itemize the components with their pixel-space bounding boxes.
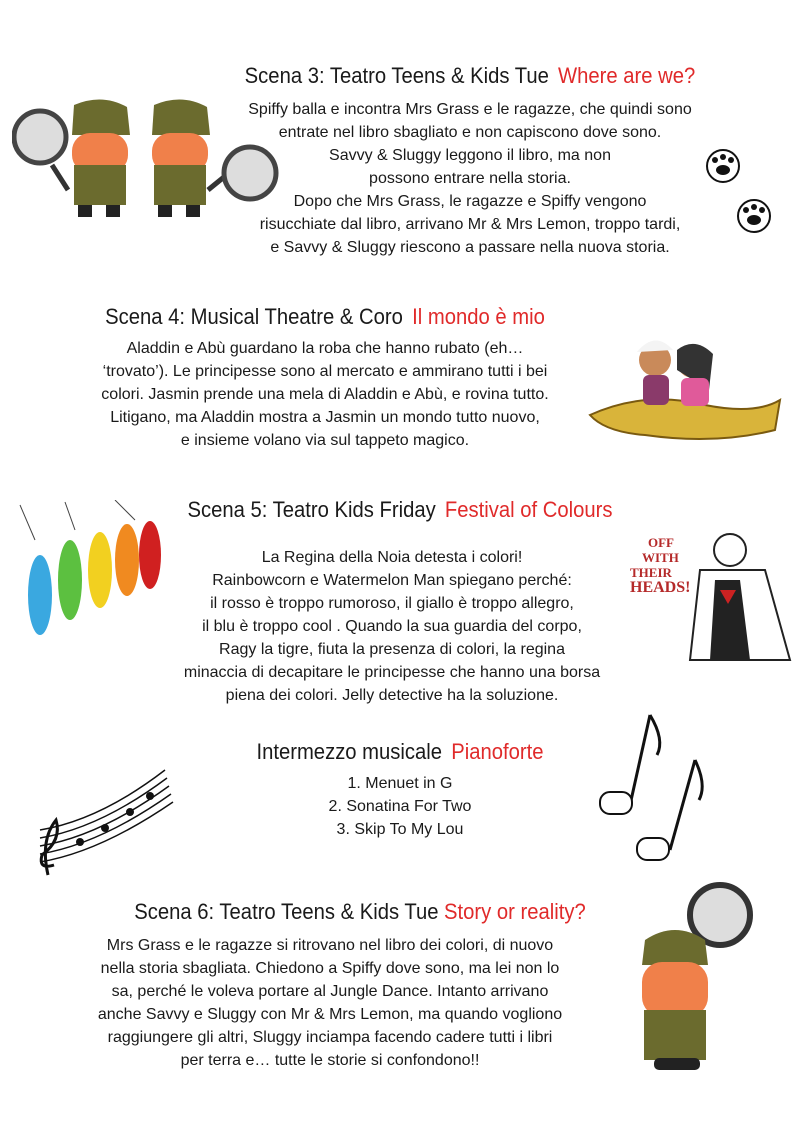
scene-title: Scena 5: Teatro Kids Friday — [187, 497, 436, 522]
intermezzo — [200, 738, 600, 841]
text-line: Ragy la tigre, fiuta la presenza di colori, la regina — [219, 641, 565, 658]
scene-5-description — [140, 546, 644, 707]
lettering-line: HEADS! — [630, 579, 691, 596]
text-line: Dopo che Mrs Grass, le ragazze e Spiffy vengono — [293, 193, 647, 210]
lettering-line: OFF — [648, 535, 674, 550]
detective-magnifier-illustration — [620, 880, 770, 1080]
scene-subtitle: Where are we? — [558, 63, 696, 88]
intermezzo-title — [216, 738, 584, 766]
text-line: ‘trovato’). Le principesse sono al mercato e ammirano tutti i bei — [102, 363, 548, 380]
scene-4-description — [55, 337, 595, 452]
aladdin-carpet-illustration — [585, 320, 785, 450]
lettering-line: THEIR — [630, 565, 672, 580]
text-line: il blu è troppo cool . Quando la sua guardia del corpo, — [202, 618, 582, 635]
scene-4 — [55, 303, 595, 452]
text-line: entrate nel libro sbagliato e non capiscono dove sono. — [278, 124, 662, 141]
text-line: colori. Jasmin prende una mela di Aladdin e Abù, e rovina tutto. — [101, 386, 549, 403]
scene-subtitle: Il mondo è mio — [412, 304, 545, 329]
scene-title: Scena 6: Teatro Teens & Kids Tue — [134, 899, 439, 924]
scene-4-title — [77, 303, 574, 331]
text-line: La Regina della Noia detesta i colori! — [261, 549, 523, 566]
text-line: Mrs Grass e le ragazze si ritrovano nel libro dei colori, di nuovo — [106, 937, 554, 954]
piano-music-notes-icon — [595, 710, 705, 865]
text-line: anche Savvy e Sluggy con Mr & Mrs Lemon, ma quando vogliono — [97, 1006, 563, 1023]
lettering-line: WITH — [642, 550, 679, 565]
list-item: 2. Sonatina For Two — [328, 798, 472, 815]
scene-5-title — [161, 496, 639, 524]
text-line: nella storia sbagliata. Chiedono a Spiffy dove sono, ma lei non lo — [100, 960, 560, 977]
list-item: 3. Skip To My Lou — [336, 821, 464, 838]
scene-title: Scena 3: Teatro Teens & Kids Tue — [244, 63, 549, 88]
scene-title: Scena 4: Musical Theatre & Coro — [105, 304, 403, 329]
text-line: piena dei colori. Jelly detective ha la soluzione. — [225, 687, 559, 704]
text-line: Rainbowcorn e Watermelon Man spiegano perché: — [212, 572, 572, 589]
text-line: e insieme volano via sul tappeto magico. — [180, 432, 470, 449]
scene-subtitle: Story or reality? — [443, 899, 586, 924]
text-line: il rosso è troppo rumoroso, il giallo è troppo allegro, — [210, 595, 574, 612]
scene-3-title — [222, 62, 719, 90]
text-line: e Savvy & Sluggy riescono a passare nella nuova storia. — [270, 239, 670, 256]
program-list — [200, 772, 600, 841]
scene-subtitle: Pianoforte — [451, 739, 544, 764]
text-line: Spiffy balla e incontra Mrs Grass e le ragazze, che quindi sono — [248, 101, 692, 118]
colorful-violins-illustration — [15, 500, 175, 660]
music-staff-treble-clef-icon — [30, 760, 175, 885]
text-line: Aladdin e Abù guardano la roba che hanno rubato (eh… — [126, 340, 524, 357]
scene-title: Intermezzo musicale — [256, 739, 443, 764]
text-line: minaccia di decapitare le principesse che hanno una borsa — [183, 664, 601, 681]
text-line: raggiungere gli altri, Sluggy inciampa facendo cadere tutti i libri — [107, 1029, 553, 1046]
detective-right — [152, 99, 276, 217]
scene-6-title — [130, 898, 590, 926]
text-line: per terra e… tutte le storie si confondono!! — [180, 1052, 480, 1069]
scene-6 — [70, 898, 610, 926]
paw-print-icon — [705, 148, 741, 184]
text-line: Litigano, ma Aladdin mostra a Jasmin un mondo tutto nuovo, — [110, 409, 540, 426]
queen-of-hearts-illustration — [620, 520, 800, 670]
paw-print-icon — [736, 198, 772, 234]
list-item: 1. Menuet in G — [347, 775, 453, 792]
detective-left — [14, 99, 130, 217]
text-line: risucchiate dal libro, arrivano Mr & Mrs Lemon, troppo tardi, — [259, 216, 681, 233]
detectives-illustration — [12, 95, 292, 225]
scene-5 — [140, 496, 660, 524]
text-line: sa, perché le voleva portare al Jungle Dance. Intanto arrivano — [111, 983, 549, 1000]
text-line: Savvy & Sluggy leggono il libro, ma non — [329, 147, 611, 164]
scene-subtitle: Festival of Colours — [444, 497, 613, 522]
off-with-their-heads-lettering — [630, 535, 690, 595]
text-line: possono entrare nella storia. — [369, 170, 571, 187]
scene-6-description — [70, 934, 590, 1072]
